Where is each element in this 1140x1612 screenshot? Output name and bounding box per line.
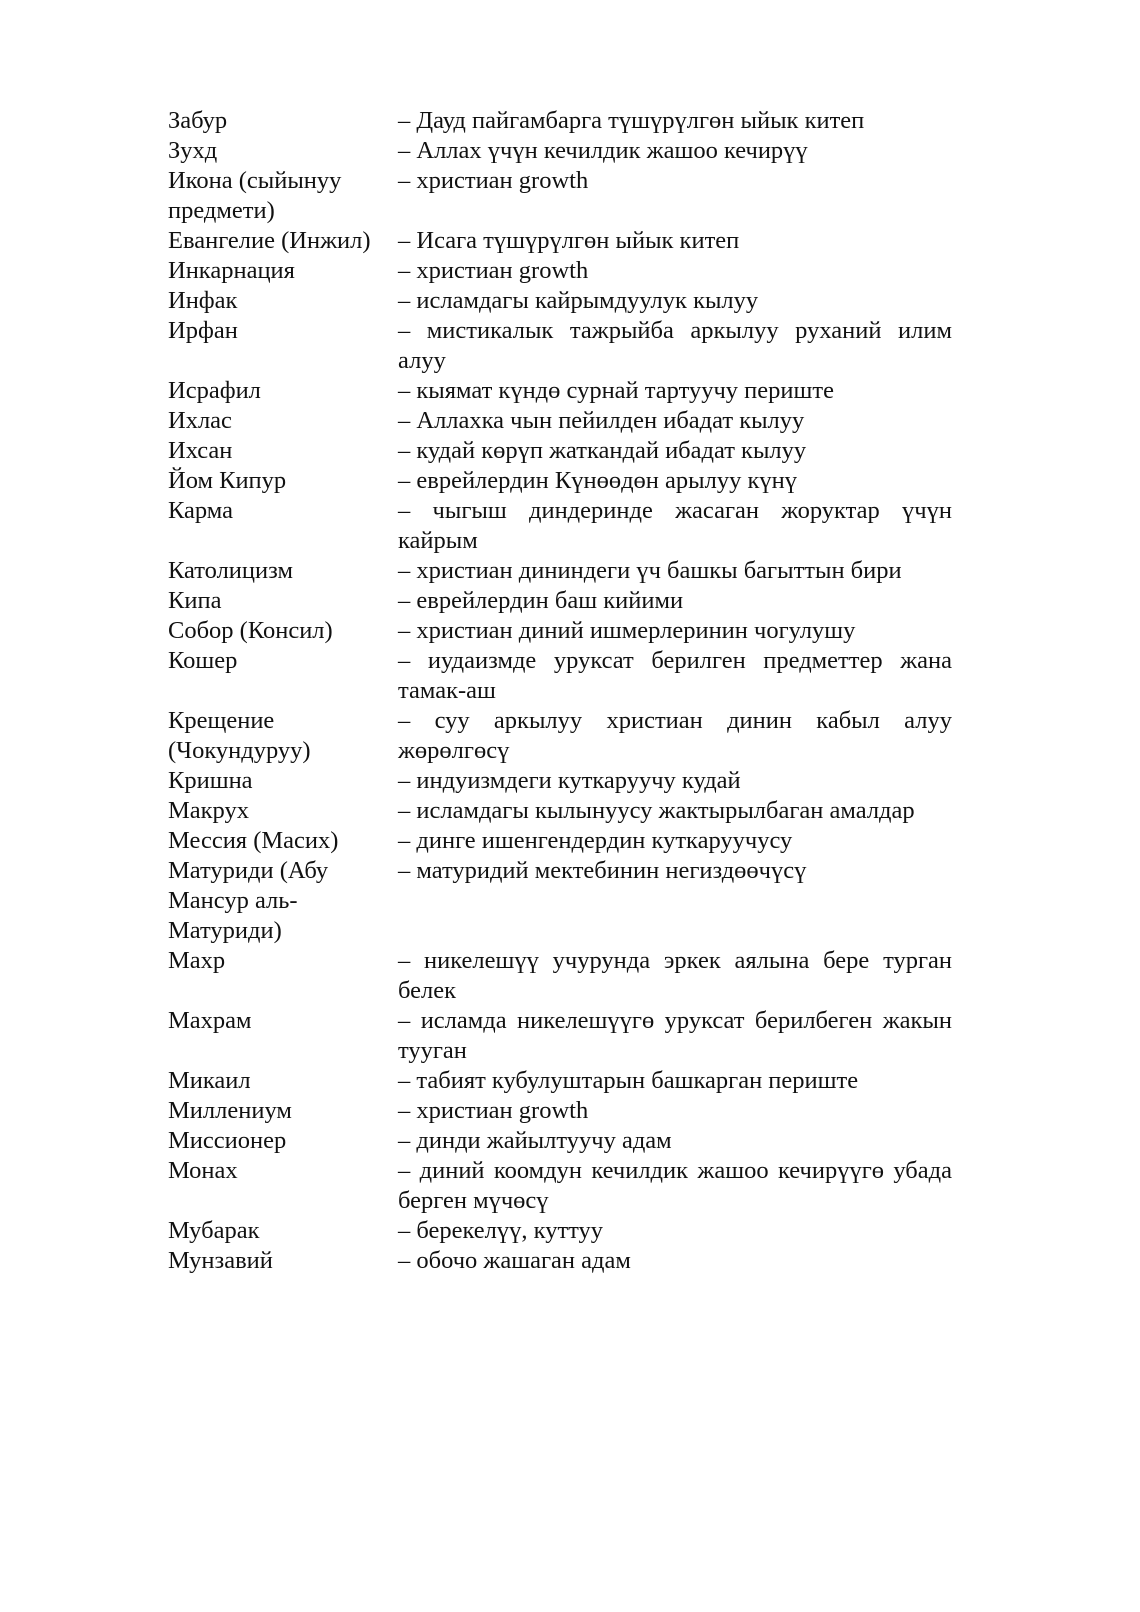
glossary-entry <box>168 826 952 856</box>
glossary-definition: – кыямат күндө сурнай тартуучу периште <box>398 377 834 404</box>
glossary-entry <box>168 766 952 796</box>
glossary-definition: – Исага түшүрүлгөн ыйык китеп <box>398 227 740 254</box>
glossary-entry <box>168 586 952 616</box>
glossary-definition: – Аллах үчүн кечилдик жашоо кечирүү <box>398 137 808 164</box>
glossary-entry <box>168 136 952 166</box>
glossary-definition: – Дауд пайгамбарга түшүрүлгөн ыйык китеп <box>398 107 865 134</box>
glossary-term: Махрам <box>168 1007 252 1034</box>
glossary-term: Мунзавий <box>168 1247 273 1274</box>
glossary-term: Микаил <box>168 1067 251 1094</box>
glossary-entry <box>168 1066 952 1096</box>
glossary-page <box>168 106 952 1276</box>
glossary-definition: – мистикалык тажрыйба аркылуу руханий илим алуу <box>398 317 952 374</box>
glossary-entry <box>168 646 952 706</box>
glossary-definition: – кудай көрүп жаткандай ибадат кылуу <box>398 437 807 464</box>
glossary-entry <box>168 226 952 256</box>
glossary-term: Инкарнация <box>168 257 295 284</box>
glossary-definition: – христиан growth <box>398 1097 589 1124</box>
glossary-entry <box>168 316 952 376</box>
glossary-entry <box>168 256 952 286</box>
glossary-definition: – диний коомдун кечилдик жашоо кечирүүгө убада берген мүчөсү <box>398 1157 952 1214</box>
glossary-definition: – еврейлердин баш кийими <box>398 587 684 614</box>
glossary-definition: – иудаизмде уруксат берилген предметтер жана тамак-аш <box>398 647 952 704</box>
glossary-term: Махр <box>168 947 226 974</box>
glossary-term: Евангелие (Инжил) <box>168 227 371 254</box>
glossary-entry <box>168 946 952 1006</box>
glossary-entry <box>168 286 952 316</box>
glossary-term: Миссионер <box>168 1127 287 1154</box>
glossary-entry <box>168 496 952 556</box>
glossary-definition: – христиан дининдеги үч башкы багыттын бири <box>398 557 902 584</box>
glossary-definition: – индуизмдеги куткаруучу кудай <box>398 767 741 794</box>
glossary-definition: – еврейлердин Күнөөдөн арылуу күнү <box>398 467 797 494</box>
glossary-entry <box>168 1126 952 1156</box>
glossary-definition: – исламдагы кылынуусу жактырылбаган амалдар <box>398 797 915 824</box>
glossary-term: Забур <box>168 107 228 134</box>
glossary-term: Йом Кипур <box>168 467 287 494</box>
glossary-term: Мубарак <box>168 1217 260 1244</box>
glossary-definition: – берекелүү, куттуу <box>398 1217 604 1244</box>
glossary-entry <box>168 1246 952 1276</box>
glossary-definition: – христиан growth <box>398 167 589 194</box>
glossary-term: Матуриди (Абу Мансур аль-Матуриди) <box>168 857 329 944</box>
glossary-term: Монах <box>168 1157 238 1184</box>
glossary-entry <box>168 706 952 766</box>
glossary-entry <box>168 106 952 136</box>
glossary-term: Собор (Консил) <box>168 617 333 644</box>
glossary-entry <box>168 466 952 496</box>
glossary-entry <box>168 166 952 226</box>
glossary-term: Крещение (Чокундуруу) <box>168 707 311 764</box>
glossary-definition: – христиан growth <box>398 257 589 284</box>
glossary-entry <box>168 856 952 946</box>
glossary-term: Мессия (Масих) <box>168 827 339 854</box>
glossary-term: Католицизм <box>168 557 293 584</box>
glossary-term: Инфак <box>168 287 238 314</box>
glossary-definition: – динди жайылтуучу адам <box>398 1127 672 1154</box>
glossary-term: Зухд <box>168 137 218 164</box>
glossary-entry <box>168 1006 952 1066</box>
glossary-term: Исрафил <box>168 377 261 404</box>
glossary-entry <box>168 406 952 436</box>
glossary-entry <box>168 556 952 586</box>
glossary-term: Ирфан <box>168 317 238 344</box>
glossary-term: Кипа <box>168 587 222 614</box>
glossary-term: Карма <box>168 497 233 524</box>
glossary-term: Кошер <box>168 647 238 674</box>
glossary-entry <box>168 616 952 646</box>
glossary-entry <box>168 796 952 826</box>
glossary-definition: – исламда никелешүүгө уруксат берилбеген жакын тууган <box>398 1007 952 1064</box>
glossary-definition: – динге ишенгендердин куткаруучусу <box>398 827 793 854</box>
glossary-definition: – матуридий мектебинин негиздөөчүсү <box>398 857 807 884</box>
glossary-definition: – суу аркылуу христиан динин кабыл алуу жөрөлгөсү <box>398 707 952 764</box>
glossary-definition: – чыгыш диндеринде жасаган жоруктар үчүн кайрым <box>398 497 952 554</box>
glossary-definition: – исламдагы кайрымдуулук кылуу <box>398 287 759 314</box>
glossary-definition: – Аллахка чын пейилден ибадат кылуу <box>398 407 805 434</box>
glossary-entry <box>168 1216 952 1246</box>
glossary-term: Ихлас <box>168 407 232 434</box>
glossary-term: Ихсан <box>168 437 233 464</box>
glossary-definition: – христиан диний ишмерлеринин чогулушу <box>398 617 856 644</box>
glossary-entry <box>168 376 952 406</box>
glossary-entry <box>168 1096 952 1126</box>
glossary-definition: – табият кубулуштарын башкарган периште <box>398 1067 859 1094</box>
glossary-entry <box>168 1156 952 1216</box>
glossary-term: Кришна <box>168 767 253 794</box>
glossary-term: Макрух <box>168 797 249 824</box>
glossary-term: Икона (сыйынуу предмети) <box>168 167 342 224</box>
glossary-definition: – никелешүү учурунда эркек аялына бере турган белек <box>398 947 952 1004</box>
glossary-term: Миллениум <box>168 1097 292 1124</box>
glossary-entry <box>168 436 952 466</box>
glossary-definition: – обочо жашаган адам <box>398 1247 631 1274</box>
